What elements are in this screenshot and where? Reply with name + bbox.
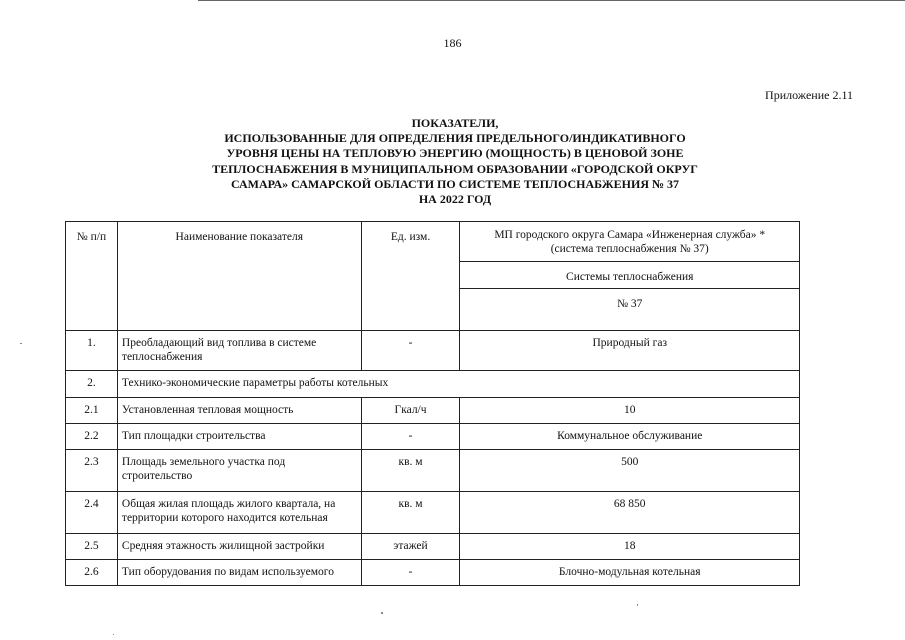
row-name: Средняя этажность жилищной застройки [117, 534, 361, 560]
table-row [66, 560, 800, 586]
table-row [66, 398, 800, 424]
header-org-line: (система теплоснабжения № 37) [550, 243, 709, 255]
row-unit: - [361, 424, 460, 450]
title-line: ИСПОЛЬЗОВАННЫЕ ДЛЯ ОПРЕДЕЛЕНИЯ ПРЕДЕЛЬНОГО/ИНДИКАТИВНОГО [224, 131, 686, 146]
row-num: 2.4 [66, 492, 118, 534]
row-value: Коммунальное обслуживание [460, 424, 800, 450]
row-num: 2. [66, 371, 118, 398]
title-line: ПОКАЗАТЕЛИ, [411, 116, 499, 130]
scan-speck [20, 343, 22, 344]
row-name [117, 331, 361, 371]
table-header-row [66, 222, 800, 262]
row-name-line: территории которого находится котельная [121, 512, 328, 524]
row-value: Блочно-модульная котельная [460, 560, 800, 586]
appendix-label: Приложение 2.11 [765, 88, 853, 102]
row-value: 18 [460, 534, 800, 560]
header-org-line: МП городского округа Самара «Инженерная служба» * [494, 229, 766, 241]
row-name-line: строительство [121, 470, 193, 482]
scan-speck [637, 604, 638, 606]
indicators-table [65, 221, 800, 586]
row-value: 68 850 [460, 492, 800, 534]
row-name: Тип оборудования по видам используемого [117, 560, 361, 586]
row-unit: Гкал/ч [361, 398, 460, 424]
row-num: 2.5 [66, 534, 118, 560]
row-unit: этажей [361, 534, 460, 560]
scan-speck [113, 634, 114, 635]
table-row [66, 424, 800, 450]
row-num: 2.1 [66, 398, 118, 424]
document-title [150, 116, 760, 207]
row-unit: кв. м [361, 492, 460, 534]
header-unit: Ед. изм. [361, 222, 460, 331]
header-systems: Системы теплоснабжения [460, 262, 800, 289]
header-organization [460, 222, 800, 262]
title-line: НА 2022 ГОД [418, 192, 492, 207]
row-num: 1. [66, 331, 118, 371]
row-name: Технико-экономические параметры работы котельных [117, 371, 799, 398]
row-value: 10 [460, 398, 800, 424]
row-name: Тип площадки строительства [117, 424, 361, 450]
page-number: 186 [443, 36, 462, 50]
table-row [66, 492, 800, 534]
row-num: 2.6 [66, 560, 118, 586]
title-line: САМАРА» САМАРСКОЙ ОБЛАСТИ ПО СИСТЕМЕ ТЕПЛОСНАБЖЕНИЯ № 37 [230, 176, 680, 191]
header-name: Наименование показателя [117, 222, 361, 331]
header-num: № п/п [66, 222, 118, 331]
row-unit: кв. м [361, 450, 460, 492]
row-unit: - [361, 331, 460, 371]
row-value: 500 [460, 450, 800, 492]
row-name-line: Площадь земельного участка под [121, 456, 286, 468]
row-name: Установленная тепловая мощность [117, 398, 361, 424]
title-line: УРОВНЯ ЦЕНЫ НА ТЕПЛОВУЮ ЭНЕРГИЮ (МОЩНОСТЬ) В ЦЕНОВОЙ ЗОНЕ [226, 146, 684, 161]
row-name-line: теплоснабжения [121, 351, 203, 363]
row-value: Природный газ [460, 331, 800, 371]
row-name-line: Общая жилая площадь жилого квартала, на [121, 498, 336, 510]
table-row [66, 331, 800, 371]
row-name [117, 492, 361, 534]
table-row [66, 450, 800, 492]
row-num: 2.2 [66, 424, 118, 450]
row-num: 2.3 [66, 450, 118, 492]
table-row [66, 534, 800, 560]
page-top-border [198, 0, 905, 1]
row-unit: - [361, 560, 460, 586]
table-row [66, 371, 800, 398]
row-name-line: Преобладающий вид топлива в системе [121, 337, 317, 349]
header-system-no: № 37 [460, 289, 800, 331]
title-line: ТЕПЛОСНАБЖЕНИЯ В МУНИЦИПАЛЬНОМ ОБРАЗОВАНИИ «ГОРОДСКОЙ ОКРУГ [212, 161, 698, 176]
scan-speck [381, 612, 383, 614]
row-name [117, 450, 361, 492]
